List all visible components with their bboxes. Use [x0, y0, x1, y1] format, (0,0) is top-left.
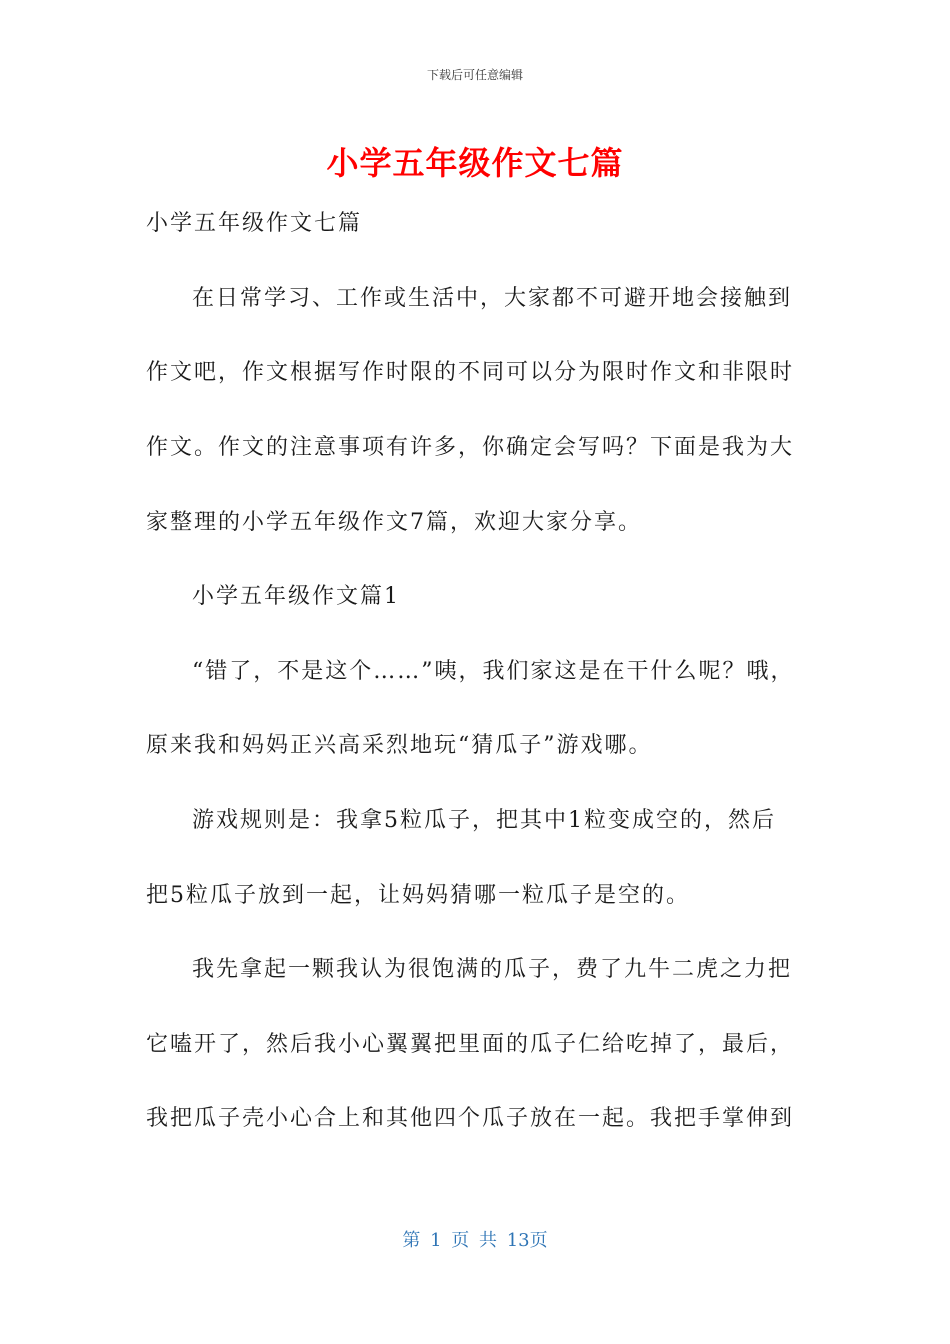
- body-line: 它嗑开了，然后我小心翼翼把里面的瓜子仁给吃掉了，最后，: [146, 1032, 795, 1057]
- page-number: 第 1 页 共 13页: [402, 1230, 548, 1251]
- body-line: 家整理的小学五年级作文7篇，欢迎大家分享。: [146, 510, 642, 535]
- body-line: 作文吧，作文根据写作时限的不同可以分为限时作文和非限时: [146, 360, 795, 385]
- body-line: 原来我和妈妈正兴高采烈地玩“猜瓜子”游戏哪。: [146, 733, 653, 758]
- body-line: 小学五年级作文七篇: [146, 211, 363, 236]
- page-header-note: 下载后可任意编辑: [426, 68, 523, 82]
- body-line: 作文。作文的注意事项有许多，你确定会写吗？下面是我为大: [146, 435, 795, 460]
- body-line: 我先拿起一颗我认为很饱满的瓜子，费了九牛二虎之力把: [192, 957, 793, 982]
- body-line: 我把瓜子壳小心合上和其他四个瓜子放在一起。我把手掌伸到: [146, 1106, 795, 1131]
- document-title: 小学五年级作文七篇: [326, 144, 624, 182]
- body-line: “错了，不是这个……”咦，我们家这是在干什么呢？哦，: [192, 659, 795, 684]
- section-heading: 小学五年级作文篇1: [192, 584, 400, 609]
- body-line: 把5粒瓜子放到一起，让妈妈猜哪一粒瓜子是空的。: [146, 883, 690, 908]
- body-line: 游戏规则是：我拿5粒瓜子，把其中1粒变成空的，然后: [192, 808, 776, 833]
- body-line: 在日常学习、工作或生活中，大家都不可避开地会接触到: [192, 286, 793, 311]
